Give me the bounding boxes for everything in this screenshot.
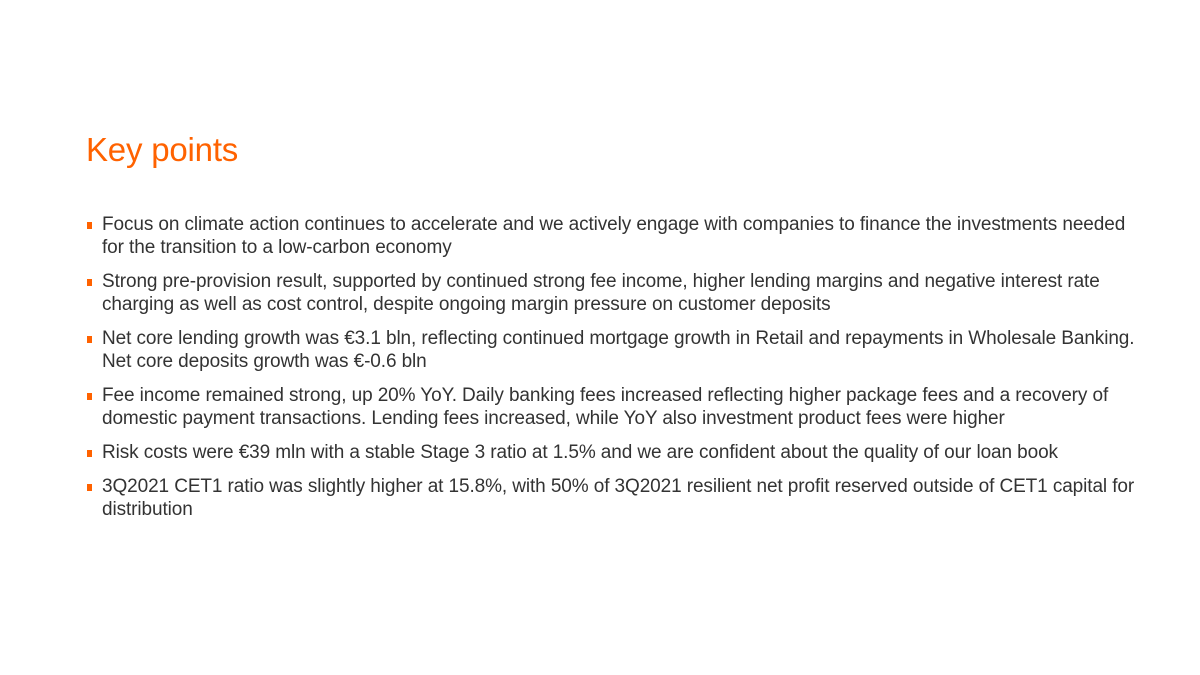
- square-bullet-icon: [87, 393, 92, 400]
- list-item: [86, 384, 1136, 430]
- bullet-text: Focus on climate action continues to accelerate and we actively engage with companies to finance the investments needed for the transition to a low-carbon economy: [102, 214, 1126, 258]
- square-bullet-icon: [87, 484, 92, 491]
- bullet-text: Net core lending growth was €3.1 bln, reflecting continued mortgage growth in Retail and repayments in Wholesale Banking. Net core deposits growth was €-0.6 bln: [102, 328, 1135, 372]
- square-bullet-icon: [87, 222, 92, 229]
- bullet-text: Fee income remained strong, up 20% YoY. Daily banking fees increased reflecting higher package fees and a recovery of domestic payment transactions. Lending fees increased, while YoY also investment product fees were higher: [102, 385, 1109, 429]
- square-bullet-icon: [87, 336, 92, 343]
- bullet-text: Strong pre-provision result, supported by continued strong fee income, higher lending margins and negative interest rate charging as well as cost control, despite ongoing margin pressure on customer deposits: [102, 271, 1100, 315]
- key-points-list: [86, 213, 1136, 532]
- bullet-text: 3Q2021 CET1 ratio was slightly higher at 15.8%, with 50% of 3Q2021 resilient net profit reserved outside of CET1 capital for distribution: [102, 476, 1135, 520]
- list-item: [86, 213, 1136, 259]
- list-item: [86, 441, 1136, 464]
- square-bullet-icon: [87, 279, 92, 286]
- list-item: [86, 327, 1136, 373]
- slide-title: Key points: [86, 131, 239, 168]
- bullet-text: Risk costs were €39 mln with a stable Stage 3 ratio at 1.5% and we are confident about the quality of our loan book: [102, 442, 1058, 463]
- square-bullet-icon: [87, 450, 92, 457]
- list-item: [86, 270, 1136, 316]
- list-item: [86, 475, 1136, 521]
